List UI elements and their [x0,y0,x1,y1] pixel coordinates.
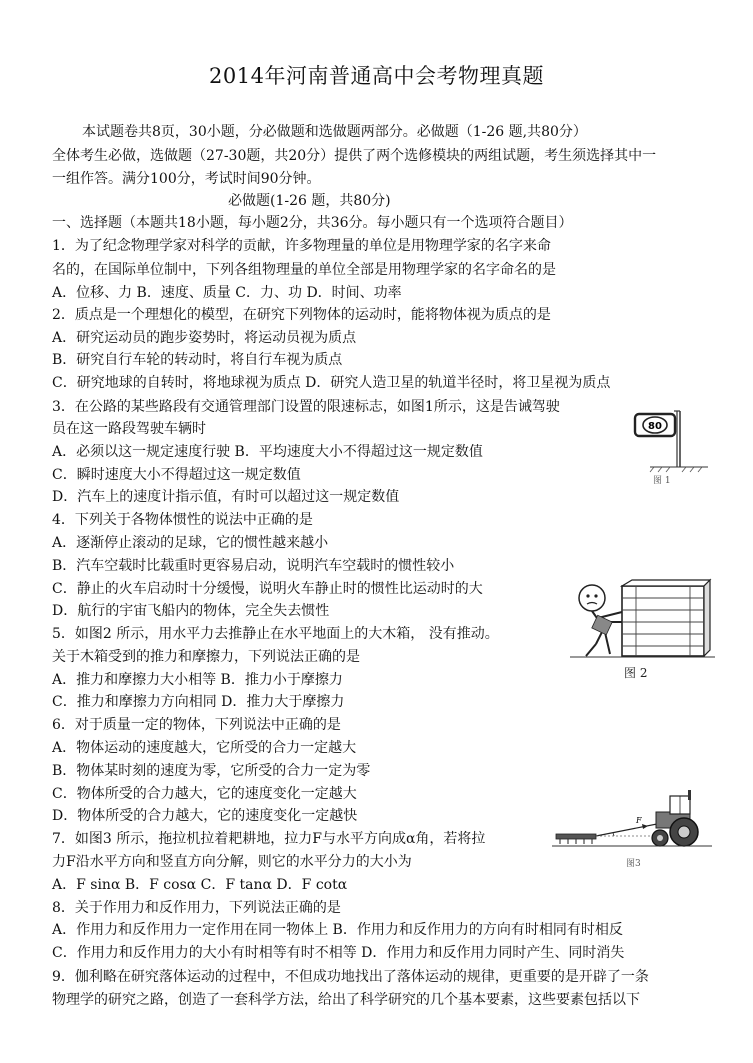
option-line: B．汽车空载时比载重时更容易启动，说明汽车空载时的惯性较小 [52,558,455,574]
page-title: 2014年河南普通高中会考物理真题 [209,64,544,88]
question-line: 5．如图2 所示，用水平力去推静止在水平地面上的大木箱， 没有推动。 [52,626,499,642]
figure-3-caption: 图3 [626,859,641,869]
option-line: C．瞬时速度大小不得超过这一规定数值 [52,467,301,483]
question-line: 力F沿水平方向和竖直方向分解，则它的水平分力的大小为 [52,854,412,870]
figure-1-caption: 图 1 [653,476,671,486]
option-line: A．F sinα B．F cosα C．F tanα D．F cotα [52,877,348,893]
figure-2-caption: 图 2 [624,666,648,680]
option-line: B．物体某时刻的速度为零，它所受的合力一定为零 [52,763,371,779]
option-line: A．作用力和反作用力一定作用在同一物体上 B．作用力和反作用力的方向有时相同有时相反 [52,922,623,938]
question-line: 名的，在国际单位制中，下列各组物理量的单位全部是用物理学家的名字命名的是 [52,262,556,278]
option-line: A．研究运动员的跑步姿势时，将运动员视为质点 [52,330,357,346]
question-line: 4．下列关于各物体惯性的说法中正确的是 [52,512,313,528]
option-line: A．推力和摩擦力大小相等 B．推力小于摩擦力 [52,672,343,688]
option-line: C．静止的火车启动时十分缓慢，说明火车静止时的惯性比运动时的大 [52,581,483,597]
force-label: F [636,816,642,825]
sign-speed-text: 80 [648,421,662,432]
section-heading: 一、选择题（本题共18小题，每小题2分，共36分。每小题只有一个选项符合题目） [52,215,573,231]
question-line: 3．在公路的某些路段有交通管理部门设置的限速标志，如图1所示，这是告诫驾驶 [52,399,560,415]
intro-line-2: 全体考生必做，选做题（27-30题，共20分）提供了两个选修模块的两组试题，考生须选择其中一 [52,148,657,164]
tractor-harrow-figure [552,790,712,852]
question-line: 1．为了纪念物理学家对科学的贡献，许多物理量的单位是用物理学家的名字来命 [52,238,551,254]
question-line: 员在这一路段驾驶车辆时 [52,421,206,437]
option-line: A．物体运动的速度越大，它所受的合力一定越大 [52,740,357,756]
boy-pushing-crate-figure [570,578,715,660]
question-line: 7．如图3 所示，拖拉机拉着耙耕地，拉力F与水平方向成α角，若将拉 [52,831,486,847]
option-line: A．必须以这一规定速度行驶 B．平均速度大小不得超过这一规定数值 [52,444,483,460]
intro-line-3: 一组作答。满分100分，考试时间90分钟。 [52,171,321,187]
option-line: D．航行的宇宙飞船内的物体，完全失去惯性 [52,603,330,619]
option-line: A．逐渐停止滚动的足球，它的惯性越来越小 [52,535,329,551]
required-heading: 必做题(1-26 题，共80分) [228,193,391,209]
option-line: C．研究地球的自转时，将地球视为质点 D．研究人造卫星的轨道半径时，将卫星视为质点 [52,375,611,391]
question-line: 物理学的研究之路，创造了一套科学方法，给出了科学研究的几个基本要素，这些要素包括以下 [52,992,640,1008]
question-line: 2．质点是一个理想化的模型，在研究下列物体的运动时，能将物体视为质点的是 [52,307,551,323]
option-line: C．作用力和反作用力的大小有时相等有时不相等 D．作用力和反作用力同时产生、同时消失 [52,945,625,961]
question-line: 8．关于作用力和反作用力，下列说法正确的是 [52,900,341,916]
option-line: D．汽车上的速度计指示值，有时可以超过这一规定数值 [52,489,400,505]
option-line: C．物体所受的合力越大，它的速度变化一定越大 [52,786,357,802]
speed-limit-sign-figure [630,405,710,475]
option-line: A．位移、力 B．速度、质量 C．力、功 D．时间、功率 [52,285,402,301]
option-line: B．研究自行车轮的转动时，将自行车视为质点 [52,352,343,368]
question-line: 6．对于质量一定的物体，下列说法中正确的是 [52,717,341,733]
question-line: 关于木箱受到的推力和摩擦力，下列说法正确的是 [52,649,360,665]
option-line: C．推力和摩擦力方向相同 D．推力大于摩擦力 [52,694,345,710]
option-line: D．物体所受的合力越大，它的速度变化一定越快 [52,808,358,824]
question-line: 9．伽利略在研究落体运动的过程中，不但成功地找出了落体运动的规律，更重要的是开辟了一条 [52,969,649,985]
intro-line-1: 本试题卷共8页，30小题，分必做题和选做题两部分。必做题（1-26 题,共80分） [82,124,587,140]
